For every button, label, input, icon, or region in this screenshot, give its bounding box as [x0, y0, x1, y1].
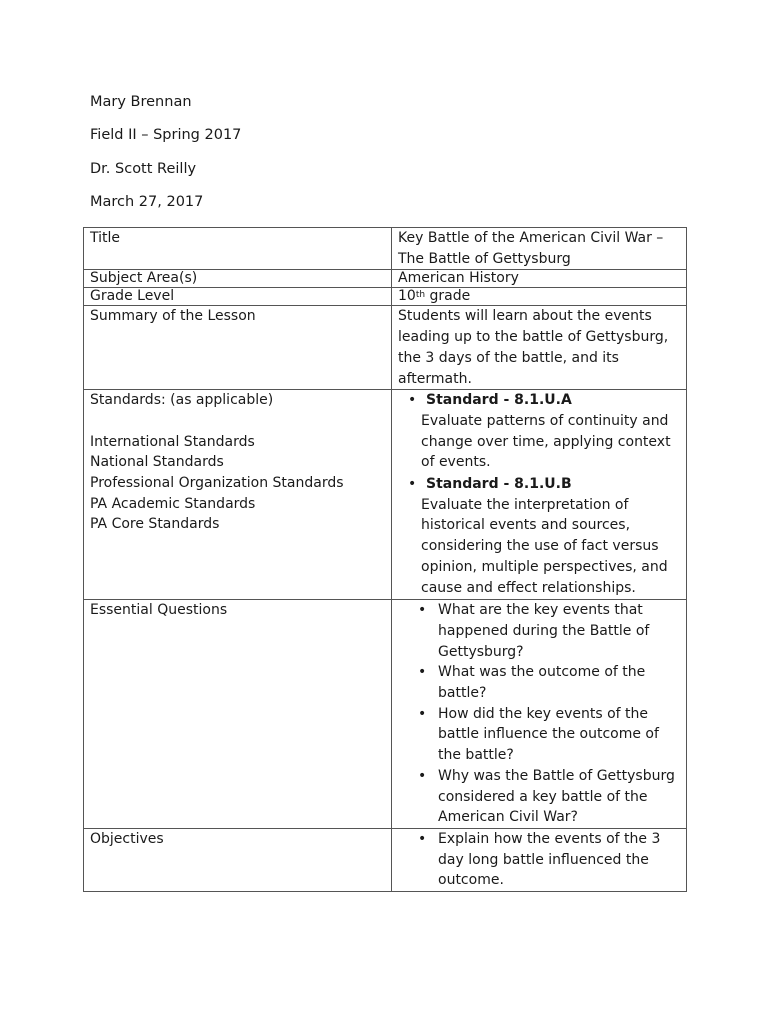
standards-label-cell [84, 390, 392, 600]
standard-code: • Standard - 8.1.U.B [404, 474, 680, 495]
table-row-standards [84, 390, 687, 600]
standard-description: Evaluate the interpretation of historical events and sources, considering the use of fact versus opinion, multiple perspectives, and cause and effect relationships. [421, 496, 668, 596]
course-name: Field II – Spring 2017 [90, 127, 242, 143]
grade-ordinal: th [415, 290, 426, 301]
list-item [392, 766, 680, 828]
subject-label: Subject Area(s) [84, 270, 392, 288]
grade-label: Grade Level [84, 288, 392, 306]
standards-category: Professional Organization Standards [90, 475, 344, 492]
lesson-plan-table [83, 227, 687, 892]
standard-description: Evaluate patterns of continuity and change over time, applying context of events. [421, 412, 671, 471]
table-row-subject [84, 270, 687, 288]
grade-word: grade [425, 288, 471, 305]
instructor-name: Dr. Scott Reilly [90, 161, 197, 177]
author-name: Mary Brennan [90, 94, 192, 110]
bullet-icon: • [418, 664, 427, 681]
standards-category: PA Core Standards [90, 516, 220, 533]
list-item [392, 829, 680, 891]
questions-list [392, 600, 680, 828]
bullet-icon: • [418, 767, 427, 784]
bullet-icon: • [418, 830, 427, 847]
table-row-objectives [84, 828, 687, 891]
question-text: Why was the Battle of Gettysburg considered a key battle of the American Civil War? [438, 767, 675, 826]
objectives-value-cell [392, 828, 687, 891]
bullet-icon: • [418, 602, 427, 619]
table-row-questions [84, 600, 687, 829]
list-item [392, 704, 680, 766]
standards-category: PA Academic Standards [90, 495, 256, 512]
bullet-icon: • [418, 705, 427, 722]
objectives-label: Objectives [84, 828, 392, 891]
standards-category: International Standards [90, 433, 255, 450]
question-text: What was the outcome of the battle? [438, 664, 646, 702]
objective-text: Explain how the events of the 3 day long battle influenced the outcome. [438, 830, 661, 889]
standards-category: National Standards [90, 454, 224, 471]
document-date: March 27, 2017 [90, 194, 204, 210]
title-label: Title [84, 228, 392, 270]
subject-value: American History [392, 270, 687, 288]
grade-number: 10 [398, 288, 416, 305]
grade-value [392, 288, 687, 306]
questions-label: Essential Questions [84, 600, 392, 829]
summary-value: Students will learn about the events leading up to the battle of Gettysburg, the 3 days of the battle, and its aftermath. [392, 306, 687, 390]
standards-label: Standards: (as applicable) [90, 392, 274, 409]
list-item [392, 662, 680, 703]
questions-value-cell [392, 600, 687, 829]
objectives-list [392, 829, 680, 891]
table-row-grade [84, 288, 687, 306]
title-value: Key Battle of the American Civil War – The Battle of Gettysburg [392, 228, 687, 270]
table-row-title [84, 228, 687, 270]
standard-code: • Standard - 8.1.U.A [404, 390, 680, 411]
list-item [392, 600, 680, 662]
table-row-summary [84, 306, 687, 390]
standards-value-cell [392, 390, 687, 600]
question-text: How did the key events of the battle influence the outcome of the battle? [438, 705, 659, 764]
summary-label: Summary of the Lesson [84, 306, 392, 390]
question-text: What are the key events that happened during the Battle of Gettysburg? [438, 602, 650, 660]
